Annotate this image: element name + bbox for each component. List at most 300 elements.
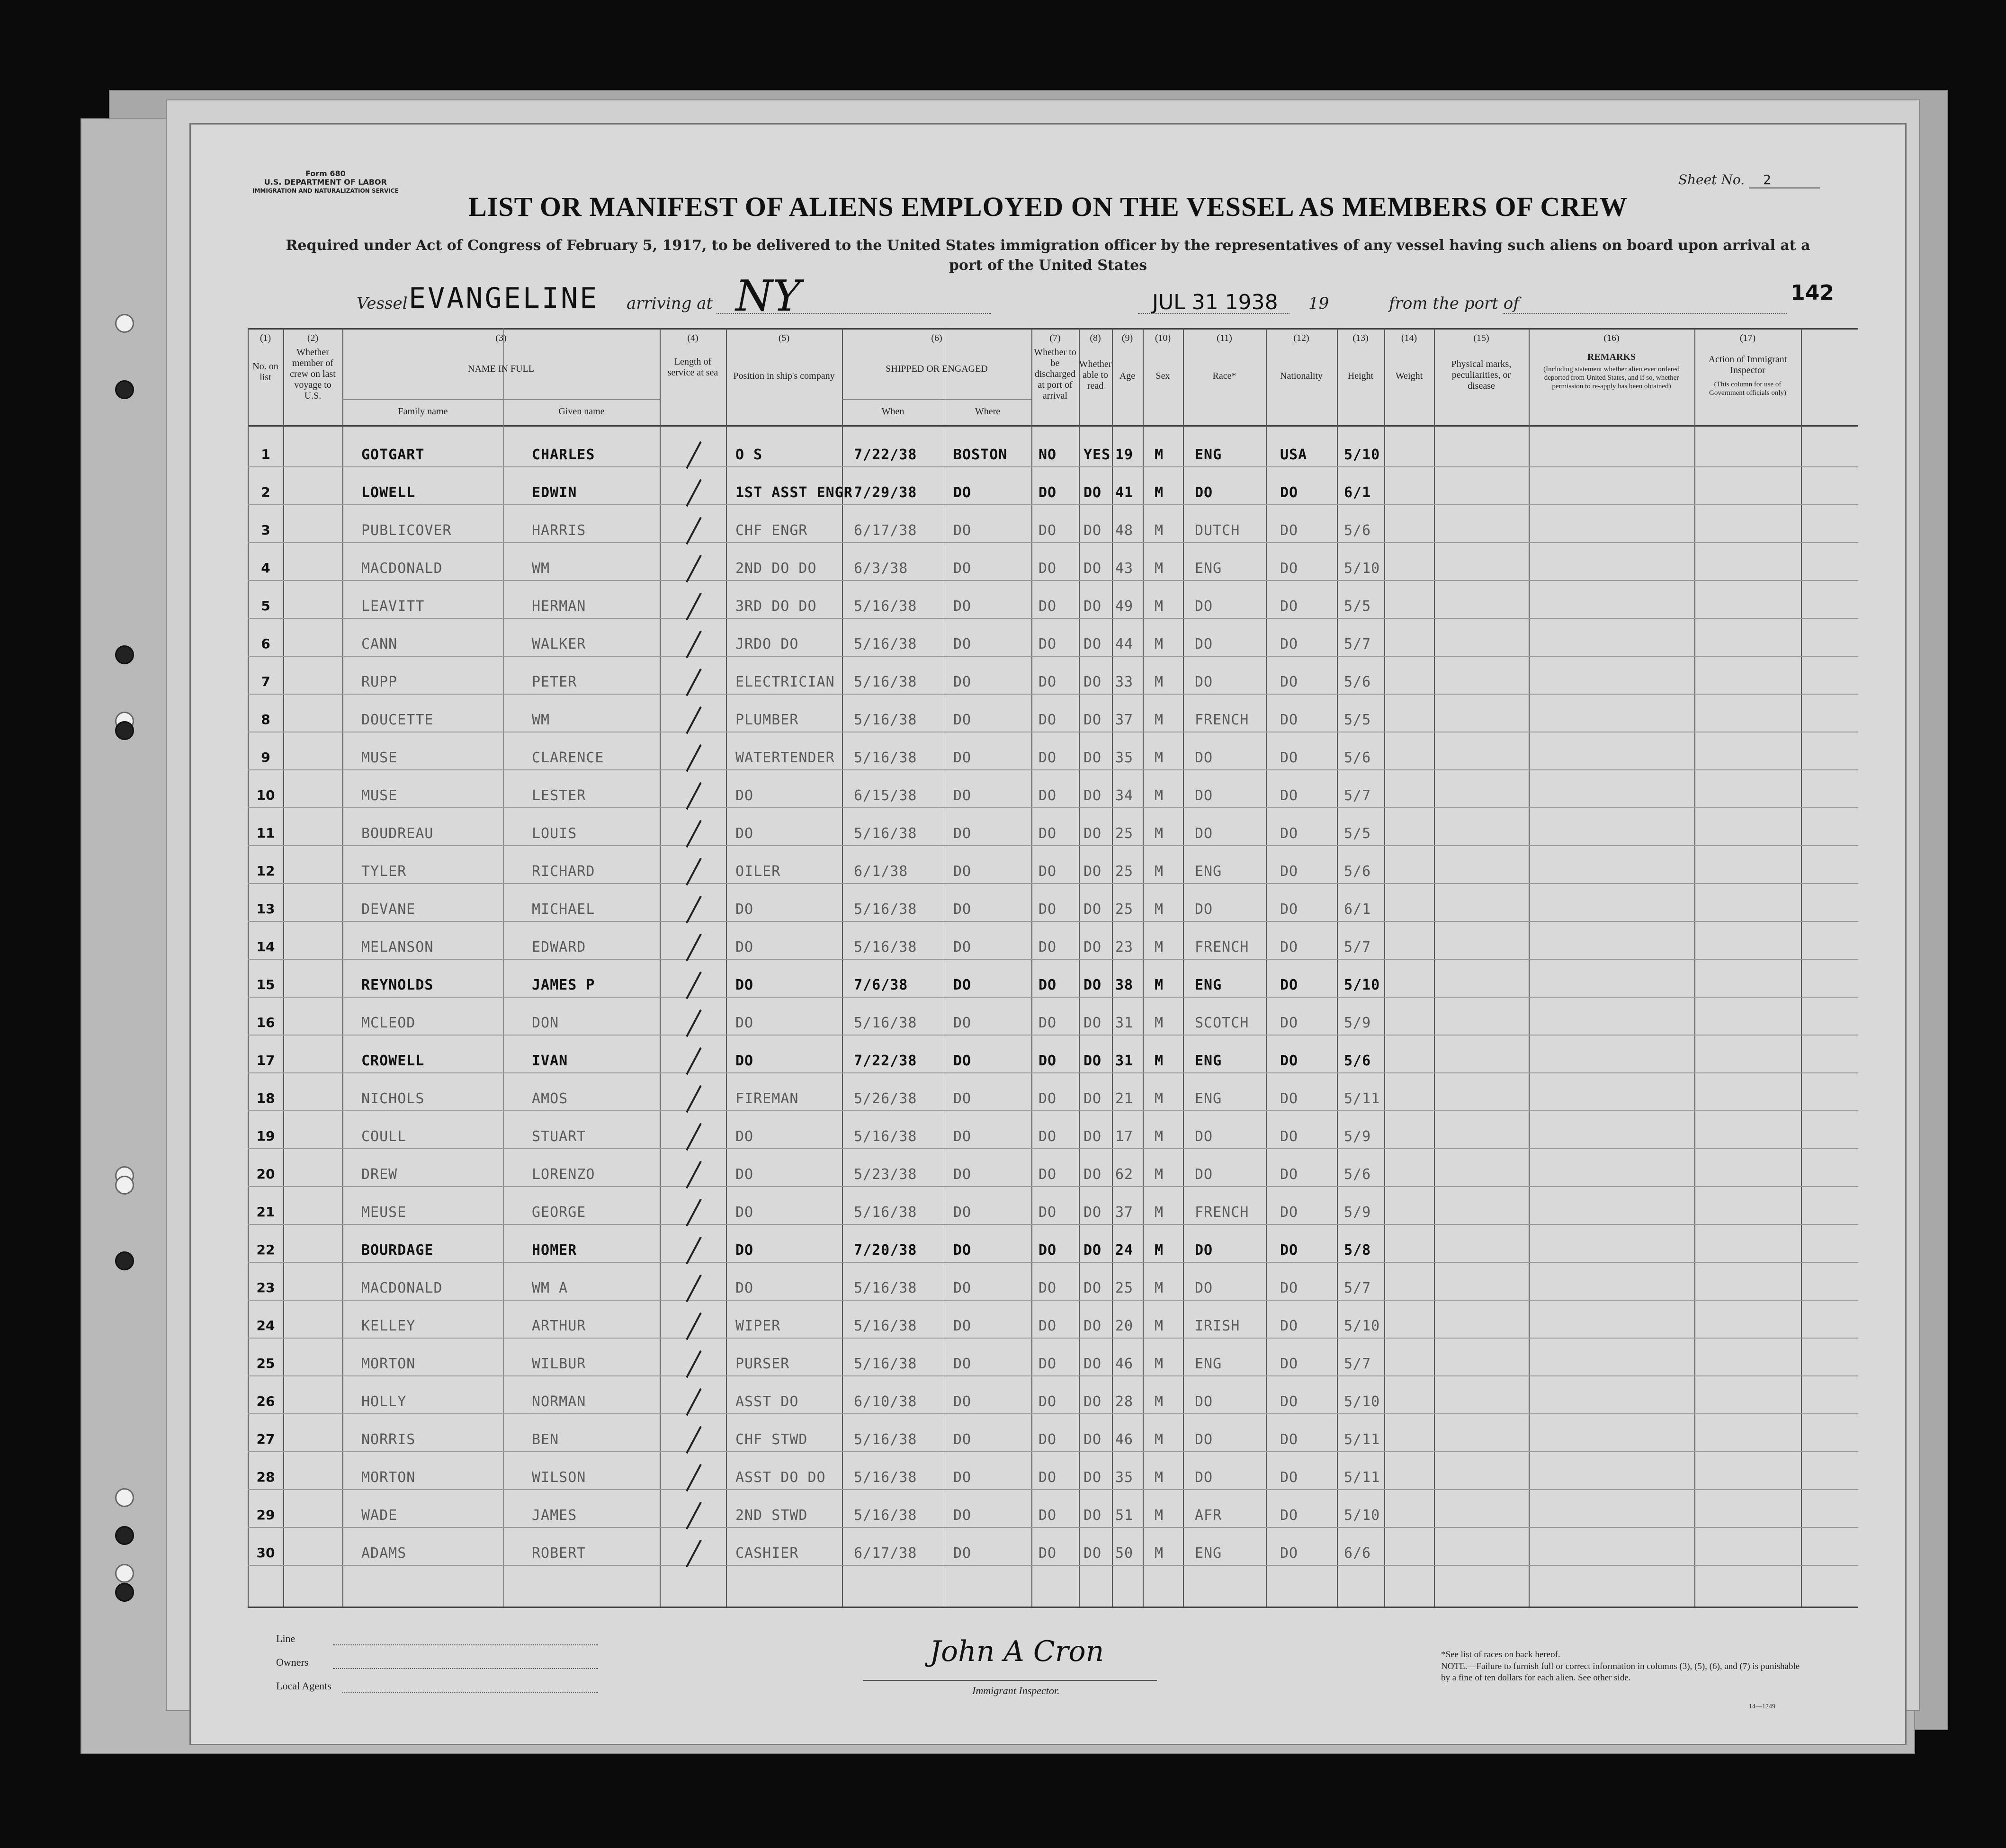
cell-family: HOLLY	[361, 1393, 407, 1410]
cell-given: WM	[532, 712, 550, 728]
cell-given: PETER	[532, 674, 577, 690]
cell-where: DO	[953, 1053, 972, 1069]
cell-nationality: DO	[1280, 1356, 1299, 1372]
line-field	[333, 1644, 598, 1645]
cell-discharged: DO	[1039, 1545, 1057, 1562]
cell-given: GEORGE	[532, 1204, 586, 1221]
service-check-mark	[686, 896, 702, 923]
date-underline	[1138, 313, 1290, 314]
cell-sex: M	[1155, 939, 1164, 955]
row-number: 29	[256, 1507, 275, 1523]
cell-position: DO	[735, 1128, 754, 1145]
col-divider	[1384, 328, 1385, 1607]
service-check-mark	[686, 555, 702, 582]
col-11-number: (11)	[1217, 333, 1232, 343]
cell-position: O S	[735, 446, 763, 463]
row-divider	[248, 694, 1858, 695]
cell-age: 21	[1115, 1090, 1134, 1107]
cell-age: 62	[1115, 1166, 1134, 1183]
service-name: IMMIGRATION AND NATURALIZATION SERVICE	[252, 187, 399, 194]
cell-position: ELECTRICIAN	[735, 674, 835, 690]
cell-given: AMOS	[532, 1090, 568, 1107]
cell-when: 5/23/38	[854, 1166, 917, 1183]
col-9-label: Age	[1119, 371, 1136, 381]
row-number: 8	[261, 712, 270, 727]
sheet-number-value: 2	[1749, 172, 1820, 188]
row-number: 7	[261, 674, 270, 689]
cell-race: ENG	[1195, 1053, 1222, 1069]
cell-discharged: DO	[1039, 1204, 1057, 1221]
cell-read: DO	[1084, 674, 1102, 690]
cell-age: 49	[1115, 598, 1134, 615]
col-5-label: Position in ship's company	[733, 371, 835, 381]
cell-discharged: DO	[1039, 1015, 1057, 1031]
cell-where: DO	[953, 1507, 972, 1524]
cell-nationality: DO	[1280, 1053, 1299, 1069]
cell-when: 5/16/38	[854, 636, 917, 652]
cell-height: 5/5	[1344, 712, 1371, 728]
col-12-number: (12)	[1293, 333, 1309, 343]
cell-race: DO	[1195, 636, 1213, 652]
row-number: 11	[256, 825, 275, 841]
cell-age: 25	[1115, 901, 1134, 918]
cell-when: 7/22/38	[854, 446, 917, 463]
cell-when: 7/29/38	[854, 484, 917, 501]
col-8-number: (8)	[1090, 333, 1101, 343]
cell-height: 5/10	[1344, 446, 1380, 463]
cell-family: CROWELL	[361, 1053, 425, 1069]
binder-hole	[115, 645, 134, 664]
col-divider	[842, 328, 843, 1607]
cell-family: PUBLICOVER	[361, 522, 452, 539]
cell-family: MACDONALD	[361, 1280, 443, 1296]
row-number: 16	[256, 1015, 275, 1030]
cell-discharged: DO	[1039, 522, 1057, 539]
cell-height: 5/7	[1344, 1356, 1371, 1372]
service-check-mark	[686, 441, 702, 469]
binder-hole	[115, 1251, 134, 1270]
cell-age: 35	[1115, 1469, 1134, 1486]
cell-when: 5/16/38	[854, 1356, 917, 1372]
cell-race: DO	[1195, 787, 1213, 804]
col-divider	[726, 328, 727, 1607]
service-check-mark	[686, 1388, 702, 1416]
row-divider	[248, 997, 1858, 998]
cell-given: CHARLES	[532, 446, 595, 463]
cell-height: 6/1	[1344, 484, 1371, 501]
col-divider	[1079, 328, 1080, 1607]
col-17-label: Action of Immigrant Inspector	[1708, 354, 1787, 375]
cell-sex: M	[1155, 1393, 1164, 1410]
cell-nationality: DO	[1280, 1318, 1299, 1334]
cell-race: DO	[1195, 1242, 1213, 1259]
cell-sex: M	[1155, 1545, 1164, 1562]
cell-height: 5/11	[1344, 1469, 1380, 1486]
col-17-number: (17)	[1739, 333, 1756, 343]
footer-top-border	[248, 1607, 1858, 1608]
row-divider	[248, 921, 1858, 922]
cell-height: 5/6	[1344, 674, 1371, 690]
cell-position: DO	[735, 1166, 754, 1183]
cell-age: 37	[1115, 1204, 1134, 1221]
cell-read: DO	[1084, 1166, 1102, 1183]
penalty-note: NOTE.—Failure to furnish full or correct information in columns (3), (5), (6), and (7) is punishable by a fine of ten dollars for each alien. See other side.	[1441, 1661, 1800, 1683]
cell-age: 31	[1115, 1015, 1134, 1031]
cell-where: DO	[953, 484, 972, 501]
cell-position: CHF STWD	[735, 1431, 808, 1448]
cell-family: TYLER	[361, 863, 407, 880]
cell-where: DO	[953, 1242, 972, 1259]
cell-discharged: DO	[1039, 560, 1057, 577]
cell-sex: M	[1155, 1431, 1164, 1448]
cell-family: BOUDREAU	[361, 825, 434, 842]
owners-field	[333, 1668, 598, 1669]
row-number: 1	[261, 446, 270, 462]
cell-discharged: DO	[1039, 1469, 1057, 1486]
cell-family: COULL	[361, 1128, 407, 1145]
cell-sex: M	[1155, 750, 1164, 766]
cell-age: 38	[1115, 977, 1134, 993]
line-label: Line	[276, 1633, 296, 1644]
family-name-header: Family name	[398, 406, 448, 417]
arriving-label: arriving at	[627, 294, 713, 313]
cell-where: DO	[953, 1204, 972, 1221]
cell-when: 6/17/38	[854, 1545, 917, 1562]
cell-height: 5/5	[1344, 825, 1371, 842]
cell-when: 5/26/38	[854, 1090, 917, 1107]
cell-height: 5/6	[1344, 522, 1371, 539]
cell-discharged: DO	[1039, 939, 1057, 955]
cell-race: DO	[1195, 598, 1213, 615]
cell-when: 5/16/38	[854, 1280, 917, 1296]
cell-where: DO	[953, 1166, 972, 1183]
service-check-mark	[686, 517, 702, 545]
cell-read: DO	[1084, 750, 1102, 766]
cell-given: WILBUR	[532, 1356, 586, 1372]
cell-read: DO	[1084, 560, 1102, 577]
cell-race: DO	[1195, 750, 1213, 766]
cell-nationality: DO	[1280, 1280, 1299, 1296]
cell-family: MACDONALD	[361, 560, 443, 577]
cell-given: LOUIS	[532, 825, 577, 842]
cell-sex: M	[1155, 1318, 1164, 1334]
cell-read: DO	[1084, 1545, 1102, 1562]
cell-discharged: DO	[1039, 750, 1057, 766]
cell-given: WALKER	[532, 636, 586, 652]
cell-family: WADE	[361, 1507, 398, 1524]
cell-height: 5/6	[1344, 1166, 1371, 1183]
row-divider	[248, 883, 1858, 884]
cell-nationality: DO	[1280, 825, 1299, 842]
cell-where: DO	[953, 825, 972, 842]
binder-hole	[115, 1526, 134, 1545]
row-divider	[248, 1148, 1858, 1149]
cell-race: DO	[1195, 674, 1213, 690]
cell-when: 7/6/38	[854, 977, 908, 993]
cell-read: DO	[1084, 484, 1102, 501]
row-number: 19	[256, 1128, 275, 1144]
cell-family: MORTON	[361, 1469, 416, 1486]
cell-when: 7/22/38	[854, 1053, 917, 1069]
cell-family: KELLEY	[361, 1318, 416, 1334]
row-number: 14	[256, 939, 275, 955]
cell-nationality: DO	[1280, 787, 1299, 804]
cell-position: DO	[735, 1242, 754, 1259]
service-check-mark	[686, 1123, 702, 1151]
cell-sex: M	[1155, 1090, 1164, 1107]
document-title: LIST OR MANIFEST OF ALIENS EMPLOYED ON THE VESSEL AS MEMBERS OF CREW	[468, 191, 1628, 222]
col-1-label: No. on list	[252, 361, 278, 383]
cell-height: 5/6	[1344, 750, 1371, 766]
cell-when: 5/16/38	[854, 1318, 917, 1334]
row-divider	[248, 656, 1858, 657]
cell-race: AFR	[1195, 1507, 1222, 1524]
cell-nationality: USA	[1280, 446, 1307, 463]
cell-given: WILSON	[532, 1469, 586, 1486]
row-divider	[248, 1375, 1858, 1376]
cell-where: DO	[953, 1469, 972, 1486]
row-number: 21	[256, 1204, 275, 1220]
cell-given: MICHAEL	[532, 901, 595, 918]
cell-read: DO	[1084, 939, 1102, 955]
cell-read: DO	[1084, 825, 1102, 842]
cell-race: ENG	[1195, 1090, 1222, 1107]
cell-height: 5/6	[1344, 1053, 1371, 1069]
department-name: U.S. DEPARTMENT OF LABOR	[264, 178, 387, 187]
cell-race: DO	[1195, 1128, 1213, 1145]
cell-race: DO	[1195, 1280, 1213, 1296]
cell-sex: M	[1155, 674, 1164, 690]
cell-read: DO	[1084, 1015, 1102, 1031]
service-check-mark	[686, 669, 702, 696]
vessel-line	[357, 271, 1777, 321]
cell-read: DO	[1084, 636, 1102, 652]
service-check-mark	[686, 1085, 702, 1113]
cell-when: 6/10/38	[854, 1393, 917, 1410]
binder-hole	[115, 1564, 134, 1583]
cell-height: 5/8	[1344, 1242, 1371, 1259]
cell-discharged: DO	[1039, 901, 1057, 918]
cell-age: 51	[1115, 1507, 1134, 1524]
service-check-mark	[686, 934, 702, 961]
cell-race: FRENCH	[1195, 1204, 1249, 1221]
cell-given: WM	[532, 560, 550, 577]
service-check-mark	[686, 1312, 702, 1340]
binder-hole	[115, 721, 134, 740]
cell-read: DO	[1084, 1507, 1102, 1524]
cell-family: DOUCETTE	[361, 712, 434, 728]
cell-family: CANN	[361, 636, 398, 652]
cell-nationality: DO	[1280, 522, 1299, 539]
cell-family: MCLEOD	[361, 1015, 416, 1031]
from-port-underline	[1503, 313, 1787, 314]
cell-family: MEUSE	[361, 1204, 407, 1221]
cell-position: DO	[735, 1053, 754, 1069]
cell-position: ASST DO	[735, 1393, 799, 1410]
service-check-mark	[686, 1199, 702, 1226]
cell-read: DO	[1084, 1469, 1102, 1486]
col-5-number: (5)	[778, 333, 790, 343]
cell-nationality: DO	[1280, 712, 1299, 728]
cell-sex: M	[1155, 825, 1164, 842]
col-16-number: (16)	[1603, 333, 1620, 343]
service-check-mark	[686, 782, 702, 810]
cell-age: 48	[1115, 522, 1134, 539]
row-number: 30	[256, 1545, 275, 1561]
cell-where: DO	[953, 674, 972, 690]
service-check-mark	[686, 631, 702, 658]
cell-race: FRENCH	[1195, 712, 1249, 728]
cell-height: 5/7	[1344, 636, 1371, 652]
col-16-note: (Including statement whether alien ever ordered deported from United States, and if so, whether permission to re-apply has been obtained)	[1543, 366, 1680, 390]
col-11-label: Race*	[1212, 371, 1236, 381]
owners-label: Owners	[276, 1656, 309, 1668]
cell-sex: M	[1155, 1204, 1164, 1221]
cell-position: 2ND STWD	[735, 1507, 808, 1524]
cell-given: WM A	[532, 1280, 568, 1296]
cell-read: DO	[1084, 787, 1102, 804]
cell-height: 5/7	[1344, 787, 1371, 804]
cell-nationality: DO	[1280, 1545, 1299, 1562]
cell-sex: M	[1155, 901, 1164, 918]
col-divider	[1143, 328, 1144, 1607]
cell-race: DO	[1195, 1166, 1213, 1183]
row-number: 23	[256, 1280, 275, 1295]
cell-nationality: DO	[1280, 1431, 1299, 1448]
cell-nationality: DO	[1280, 484, 1299, 501]
cell-read: DO	[1084, 1431, 1102, 1448]
cell-nationality: DO	[1280, 1242, 1299, 1259]
row-number: 9	[261, 750, 270, 765]
cell-race: FRENCH	[1195, 939, 1249, 955]
cell-when: 5/16/38	[854, 1431, 917, 1448]
cell-read: DO	[1084, 901, 1102, 918]
cell-height: 5/10	[1344, 1318, 1380, 1334]
cell-where: DO	[953, 1280, 972, 1296]
cell-position: CHF ENGR	[735, 522, 808, 539]
row-divider	[248, 1565, 1858, 1566]
cell-nationality: DO	[1280, 1204, 1299, 1221]
cell-discharged: DO	[1039, 484, 1057, 501]
form-number: Form 680	[305, 169, 346, 178]
cell-given: RICHARD	[532, 863, 595, 880]
cell-family: NORRIS	[361, 1431, 416, 1448]
cell-where: DO	[953, 1393, 972, 1410]
col-divider	[503, 328, 504, 1607]
cell-age: 17	[1115, 1128, 1134, 1145]
service-check-mark	[686, 1426, 702, 1454]
cell-nationality: DO	[1280, 750, 1299, 766]
row-number: 26	[256, 1393, 275, 1409]
cell-given: EDWIN	[532, 484, 577, 501]
cell-sex: M	[1155, 1507, 1164, 1524]
cell-where: DO	[953, 750, 972, 766]
cell-discharged: DO	[1039, 1356, 1057, 1372]
page-number: 142	[1791, 281, 1834, 305]
cell-age: 46	[1115, 1356, 1134, 1372]
cell-position: FIREMAN	[735, 1090, 799, 1107]
cell-age: 24	[1115, 1242, 1134, 1259]
cell-age: 44	[1115, 636, 1134, 652]
cell-discharged: DO	[1039, 1507, 1057, 1524]
row-divider	[248, 542, 1858, 543]
cell-race: ENG	[1195, 863, 1222, 880]
cell-height: 6/1	[1344, 901, 1371, 918]
row-divider	[248, 1035, 1858, 1036]
row-divider	[248, 1224, 1858, 1225]
cell-sex: M	[1155, 1053, 1164, 1069]
col-divider	[1266, 328, 1267, 1607]
row-divider	[248, 580, 1858, 581]
col-divider	[248, 328, 249, 1607]
row-number: 6	[261, 636, 270, 652]
inspector-signature: John A Cron	[930, 1635, 1104, 1668]
cell-age: 31	[1115, 1053, 1134, 1069]
cell-position: PURSER	[735, 1356, 790, 1372]
col-14-number: (14)	[1401, 333, 1417, 343]
row-divider	[248, 1300, 1858, 1301]
cell-family: DREW	[361, 1166, 398, 1183]
row-number: 18	[256, 1090, 275, 1106]
row-number: 27	[256, 1431, 275, 1447]
cell-family: MUSE	[361, 750, 398, 766]
cell-sex: M	[1155, 1469, 1164, 1486]
row-divider	[248, 845, 1858, 846]
cell-position: WIPER	[735, 1318, 781, 1334]
col-divider	[1337, 328, 1338, 1607]
cell-family: BOURDAGE	[361, 1242, 434, 1259]
cell-position: DO	[735, 901, 754, 918]
cell-nationality: DO	[1280, 1507, 1299, 1524]
col-10-label: Sex	[1155, 371, 1170, 381]
col-1-number: (1)	[260, 333, 271, 343]
cell-read: YES	[1084, 446, 1111, 463]
cell-where: DO	[953, 598, 972, 615]
cell-where: DO	[953, 1545, 972, 1562]
cell-age: 33	[1115, 674, 1134, 690]
col-14-label: Weight	[1395, 371, 1423, 381]
cell-discharged: DO	[1039, 787, 1057, 804]
cell-where: DO	[953, 560, 972, 577]
cell-read: DO	[1084, 522, 1102, 539]
service-check-mark	[686, 1237, 702, 1264]
cell-given: HOMER	[532, 1242, 577, 1259]
sheet-number-label: Sheet No.	[1678, 172, 1745, 187]
cell-where: DO	[953, 1431, 972, 1448]
cell-given: ROBERT	[532, 1545, 586, 1562]
cell-discharged: DO	[1039, 1053, 1057, 1069]
cell-race: DUTCH	[1195, 522, 1240, 539]
col-15-number: (15)	[1473, 333, 1489, 343]
cell-given: JAMES	[532, 1507, 577, 1524]
col-17-note: (This column for use of Government officials only)	[1709, 381, 1786, 397]
row-divider	[248, 1186, 1858, 1187]
cell-where: DO	[953, 522, 972, 539]
cell-family: MUSE	[361, 787, 398, 804]
cell-race: DO	[1195, 1431, 1213, 1448]
cell-age: 37	[1115, 712, 1134, 728]
cell-where: DO	[953, 787, 972, 804]
cell-age: 28	[1115, 1393, 1134, 1410]
cell-nationality: DO	[1280, 863, 1299, 880]
row-divider	[248, 807, 1858, 808]
cell-where: DO	[953, 863, 972, 880]
cell-when: 6/15/38	[854, 787, 917, 804]
cell-read: DO	[1084, 1393, 1102, 1410]
binder-hole	[115, 1488, 134, 1507]
cell-discharged: DO	[1039, 825, 1057, 842]
cell-sex: M	[1155, 1280, 1164, 1296]
